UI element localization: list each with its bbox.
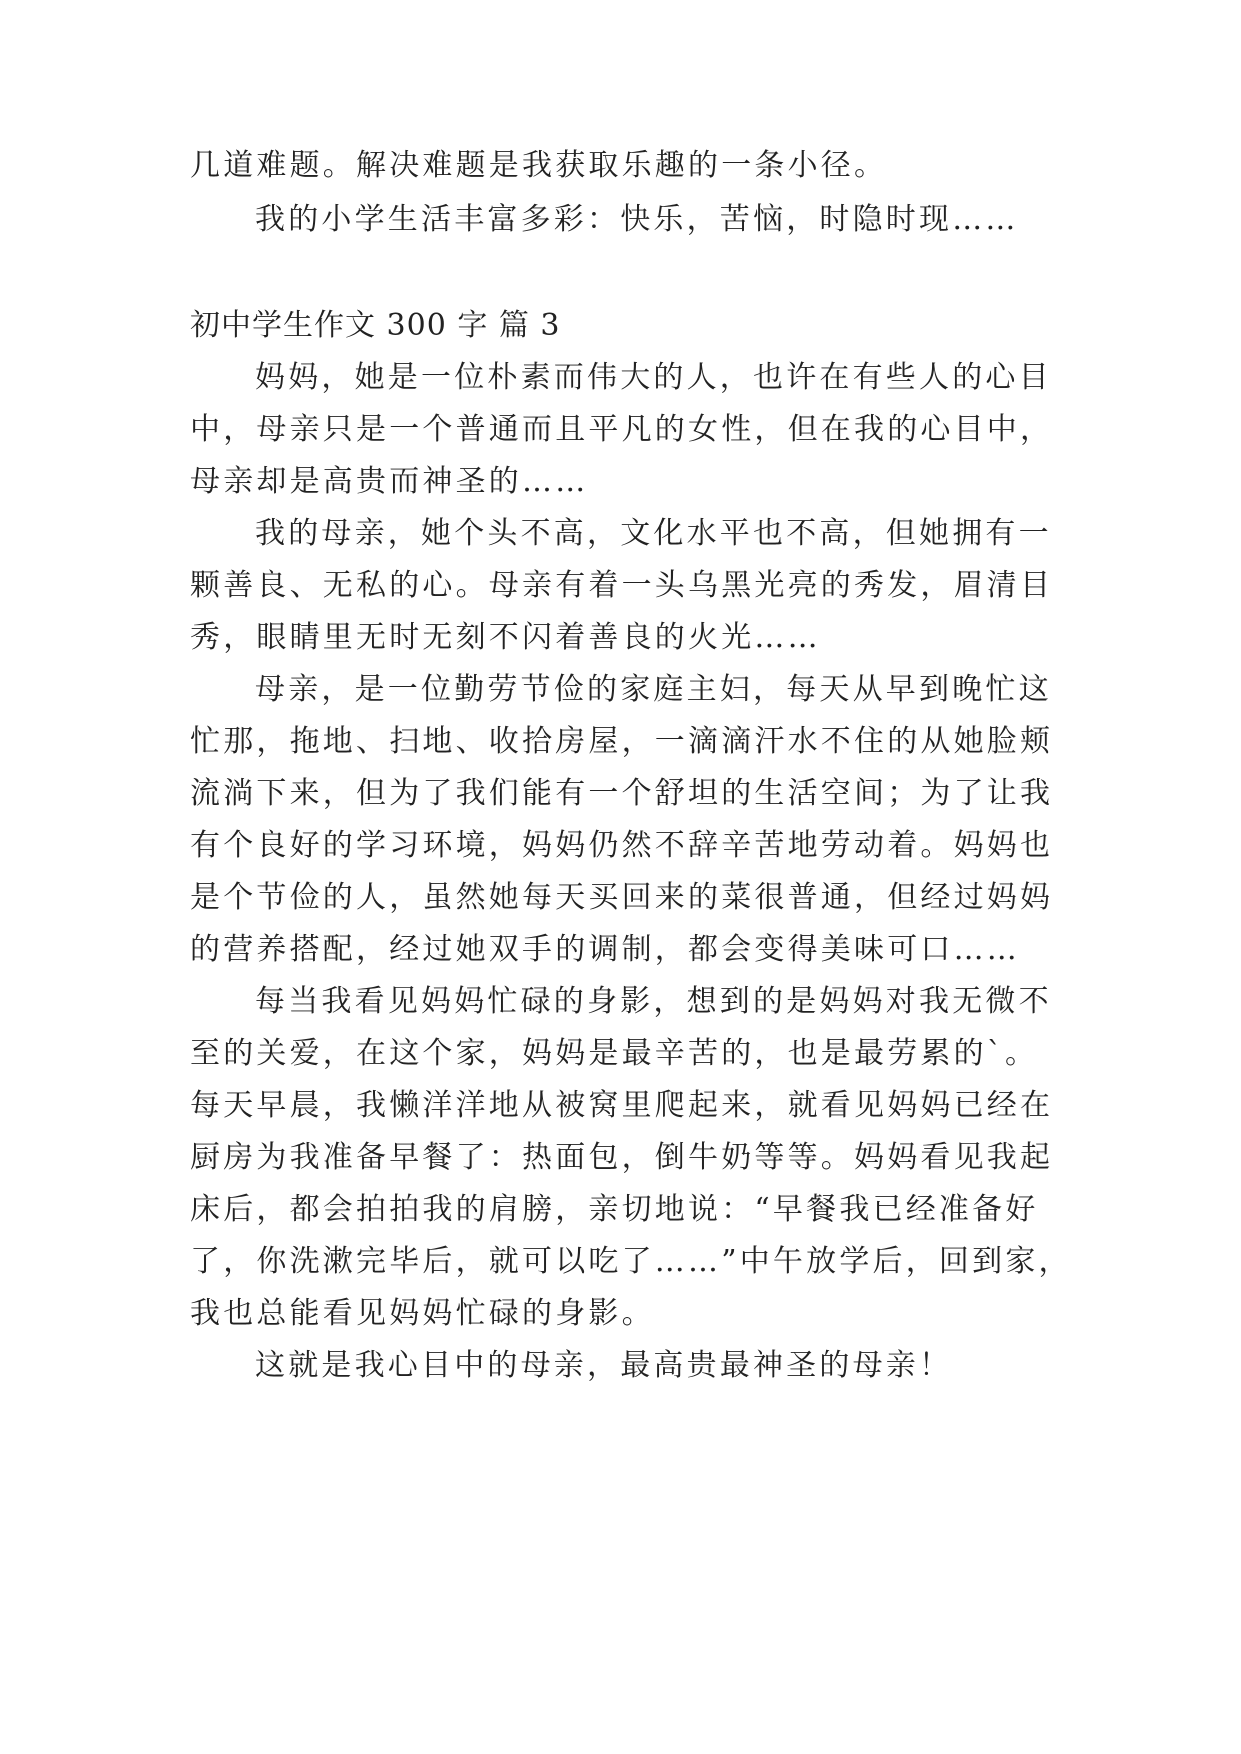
body-text-line: 秀，眼睛里无时无刻不闪着善良的火光……	[190, 620, 821, 655]
body-text-line: 了，你洗漱完毕后，就可以吃了……”中午放学后，回到家，	[190, 1244, 1072, 1279]
paragraph-start-line: 我的小学生活丰富多彩：快乐，苦恼，时隐时现……	[255, 202, 1019, 237]
body-text-line: 每天早晨，我懒洋洋地从被窝里爬起来，就看见妈妈已经在	[190, 1088, 1054, 1123]
body-text-line: 母亲却是高贵而神圣的……	[190, 464, 589, 499]
body-text-line: 中，母亲只是一个普通而且平凡的女性，但在我的心目中，	[190, 412, 1054, 447]
body-text-line: 有个良好的学习环境，妈妈仍然不辞辛苦地劳动着。妈妈也	[190, 828, 1054, 863]
paragraph-start-line: 母亲，是一位勤劳节俭的家庭主妇，每天从早到晚忙这	[255, 672, 1052, 707]
paragraph-start-line: 妈妈，她是一位朴素而伟大的人，也许在有些人的心目	[255, 360, 1052, 395]
paragraph-start-line: 每当我看见妈妈忙碌的身影，想到的是妈妈对我无微不	[255, 984, 1052, 1019]
body-text-line: 床后，都会拍拍我的肩膀，亲切地说：“早餐我已经准备好	[190, 1192, 1039, 1227]
body-text-line: 流淌下来，但为了我们能有一个舒坦的生活空间；为了让我	[190, 776, 1054, 811]
body-text-line: 厨房为我准备早餐了：热面包，倒牛奶等等。妈妈看见我起	[190, 1140, 1054, 1175]
body-text-line: 是个节俭的人，虽然她每天买回来的菜很普通，但经过妈妈	[190, 880, 1054, 915]
body-text-line: 至的关爱，在这个家，妈妈是最辛苦的，也是最劳累的`。	[190, 1036, 1039, 1071]
paragraph-start-line: 这就是我心目中的母亲，最高贵最神圣的母亲！	[255, 1348, 953, 1383]
body-text-line: 几道难题。解决难题是我获取乐趣的一条小径。	[190, 148, 888, 183]
body-text-line: 的营养搭配，经过她双手的调制，都会变得美味可口……	[190, 932, 1020, 967]
section-heading: 初中学生作文 300 字 篇 3	[190, 308, 561, 343]
body-text-line: 忙那，拖地、扫地、收拾房屋，一滴滴汗水不住的从她脸颊	[190, 724, 1054, 759]
body-text-line: 颗善良、无私的心。母亲有着一头乌黑光亮的秀发，眉清目	[190, 568, 1054, 603]
paragraph-start-line: 我的母亲，她个头不高，文化水平也不高，但她拥有一	[255, 516, 1052, 551]
body-text-line: 我也总能看见妈妈忙碌的身影。	[190, 1296, 655, 1331]
